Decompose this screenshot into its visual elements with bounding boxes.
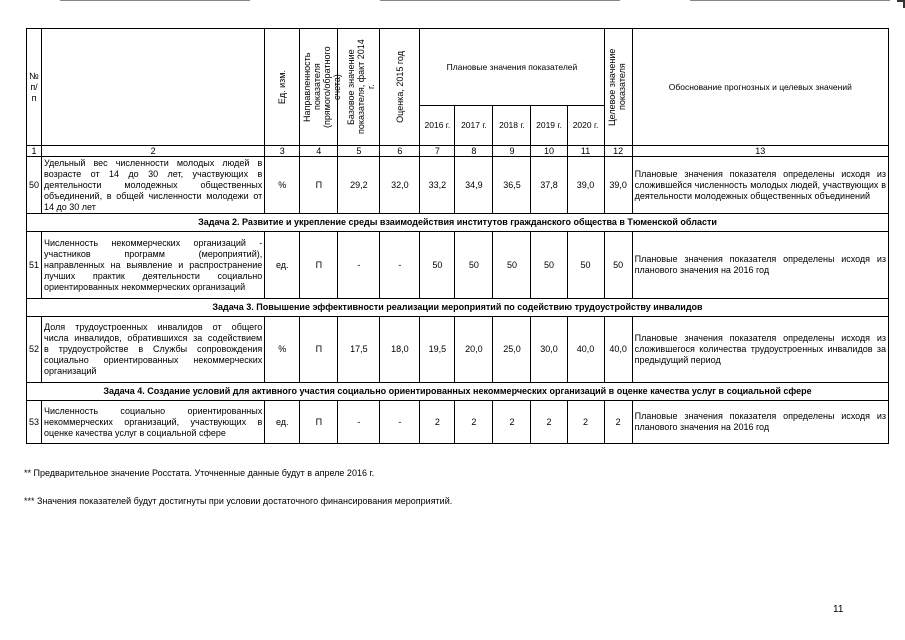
col-number: 11 bbox=[567, 146, 604, 157]
estimate-cell: - bbox=[380, 232, 420, 299]
justification-cell: Плановые значения показателя определены исходя из сложившейся численность молодых людей, участвующих в деятельности молодежных общественных объединений bbox=[632, 157, 888, 214]
header-unit: Ед. изм. bbox=[265, 29, 300, 146]
year-value: 50 bbox=[531, 232, 567, 299]
col-number: 3 bbox=[265, 146, 300, 157]
col-number: 1 bbox=[27, 146, 42, 157]
page-number: 11 bbox=[833, 604, 844, 615]
col-number: 6 bbox=[380, 146, 420, 157]
table-row bbox=[27, 401, 889, 444]
year-value: 36,5 bbox=[493, 157, 531, 214]
unit-cell: ед. bbox=[265, 401, 300, 444]
col-number: 10 bbox=[531, 146, 567, 157]
top-rule bbox=[60, 0, 250, 1]
task-row bbox=[27, 299, 889, 317]
justification-cell: Плановые значения показателя определены исходя из планового значения на 2016 год bbox=[632, 232, 888, 299]
header-direction: Направленность показателя (прямого/обратного счета) bbox=[300, 29, 338, 146]
target-cell: 39,0 bbox=[604, 157, 632, 214]
year-value: 39,0 bbox=[567, 157, 604, 214]
unit-cell: % bbox=[265, 157, 300, 214]
justification-cell: Плановые значения показателя определены исходя из сложившегося количества трудоустроенных инвалидов за предыдущий период bbox=[632, 317, 888, 383]
col-number: 9 bbox=[493, 146, 531, 157]
direction-cell: П bbox=[300, 157, 338, 214]
year-value: 50 bbox=[420, 232, 455, 299]
row-number: 51 bbox=[27, 232, 42, 299]
task-title: Задача 4. Создание условий для активного участия социально ориентированных некоммерческих организаций в оценке качества услуг в социальной сфере bbox=[27, 383, 889, 401]
row-number: 52 bbox=[27, 317, 42, 383]
header-year: 2016 г. bbox=[420, 106, 455, 146]
year-value: 2 bbox=[531, 401, 567, 444]
task-row bbox=[27, 214, 889, 232]
header-num: № п/п bbox=[27, 29, 42, 146]
footnote: ** Предварительное значение Росстата. Уточненные данные будут в апреле 2016 г. bbox=[24, 468, 375, 478]
col-number: 7 bbox=[420, 146, 455, 157]
year-value: 30,0 bbox=[531, 317, 567, 383]
header-name bbox=[42, 29, 265, 146]
footnote: *** Значения показателей будут достигнуты при условии достаточного финансирования мероприятий. bbox=[24, 496, 453, 506]
task-title: Задача 2. Развитие и укрепление среды взаимодействия институтов гражданского общества в Тюменской области bbox=[27, 214, 889, 232]
base-cell: 17,5 bbox=[338, 317, 380, 383]
target-cell: 2 bbox=[604, 401, 632, 444]
header-year: 2018 г. bbox=[493, 106, 531, 146]
year-value: 37,8 bbox=[531, 157, 567, 214]
table-row bbox=[27, 232, 889, 299]
header-target: Целевое значение показателя bbox=[604, 29, 632, 146]
task-row bbox=[27, 383, 889, 401]
indicator-name: Численность некоммерческих организаций - участников программ (мероприятий), направленных на выявление и распространение лучших практик деятельности социально ориентированных некоммерческих организаций bbox=[42, 232, 265, 299]
top-rule bbox=[380, 0, 620, 1]
col-number: 13 bbox=[632, 146, 888, 157]
year-value: 2 bbox=[455, 401, 493, 444]
year-value: 50 bbox=[455, 232, 493, 299]
target-cell: 40,0 bbox=[604, 317, 632, 383]
direction-cell: П bbox=[300, 232, 338, 299]
row-number: 53 bbox=[27, 401, 42, 444]
row-number: 50 bbox=[27, 157, 42, 214]
indicator-name: Доля трудоустроенных инвалидов от общего числа инвалидов, обратившихся за содействием в трудоустройстве в Службы сопровождения социально ориентированных некоммерческих организаций bbox=[42, 317, 265, 383]
year-value: 34,9 bbox=[455, 157, 493, 214]
top-rule bbox=[690, 0, 890, 1]
task-title: Задача 3. Повышение эффективности реализации мероприятий по содействию трудоустройству инвалидов bbox=[27, 299, 889, 317]
year-value: 19,5 bbox=[420, 317, 455, 383]
indicator-name: Численность социально ориентированных некоммерческих организаций, участвующих в оценке качества услуг в социальной сфере bbox=[42, 401, 265, 444]
year-value: 33,2 bbox=[420, 157, 455, 214]
year-value: 2 bbox=[567, 401, 604, 444]
direction-cell: П bbox=[300, 401, 338, 444]
header-planned: Плановые значения показателей bbox=[420, 29, 604, 106]
header-year: 2019 г. bbox=[531, 106, 567, 146]
estimate-cell: 18,0 bbox=[380, 317, 420, 383]
target-cell: 50 bbox=[604, 232, 632, 299]
year-value: 2 bbox=[420, 401, 455, 444]
year-value: 50 bbox=[567, 232, 604, 299]
col-number: 5 bbox=[338, 146, 380, 157]
year-value: 2 bbox=[493, 401, 531, 444]
year-value: 20,0 bbox=[455, 317, 493, 383]
estimate-cell: 32,0 bbox=[380, 157, 420, 214]
header-base: Базовое значение показателя, факт 2014 г. bbox=[338, 29, 380, 146]
col-number: 8 bbox=[455, 146, 493, 157]
header-year: 2017 г. bbox=[455, 106, 493, 146]
indicator-name: Удельный вес численности молодых людей в возрасте от 14 до 30 лет, участвующих в деятельности молодежных общественных объединений, в общей численности молодежи от 14 до 30 лет bbox=[42, 157, 265, 214]
header-justification: Обоснование прогнозных и целевых значений bbox=[632, 29, 888, 146]
direction-cell: П bbox=[300, 317, 338, 383]
table-row bbox=[27, 317, 889, 383]
year-value: 40,0 bbox=[567, 317, 604, 383]
indicators-table bbox=[26, 28, 889, 444]
col-number: 2 bbox=[42, 146, 265, 157]
base-cell: 29,2 bbox=[338, 157, 380, 214]
header-year: 2020 г. bbox=[567, 106, 604, 146]
base-cell: - bbox=[338, 401, 380, 444]
table-row bbox=[27, 157, 889, 214]
corner-mark bbox=[897, 0, 905, 8]
justification-cell: Плановые значения показателя определены исходя из планового значения на 2016 год bbox=[632, 401, 888, 444]
unit-cell: % bbox=[265, 317, 300, 383]
estimate-cell: - bbox=[380, 401, 420, 444]
col-number: 4 bbox=[300, 146, 338, 157]
base-cell: - bbox=[338, 232, 380, 299]
year-value: 50 bbox=[493, 232, 531, 299]
unit-cell: ед. bbox=[265, 232, 300, 299]
col-number: 12 bbox=[604, 146, 632, 157]
year-value: 25,0 bbox=[493, 317, 531, 383]
header-estimate: Оценка, 2015 год bbox=[380, 29, 420, 146]
